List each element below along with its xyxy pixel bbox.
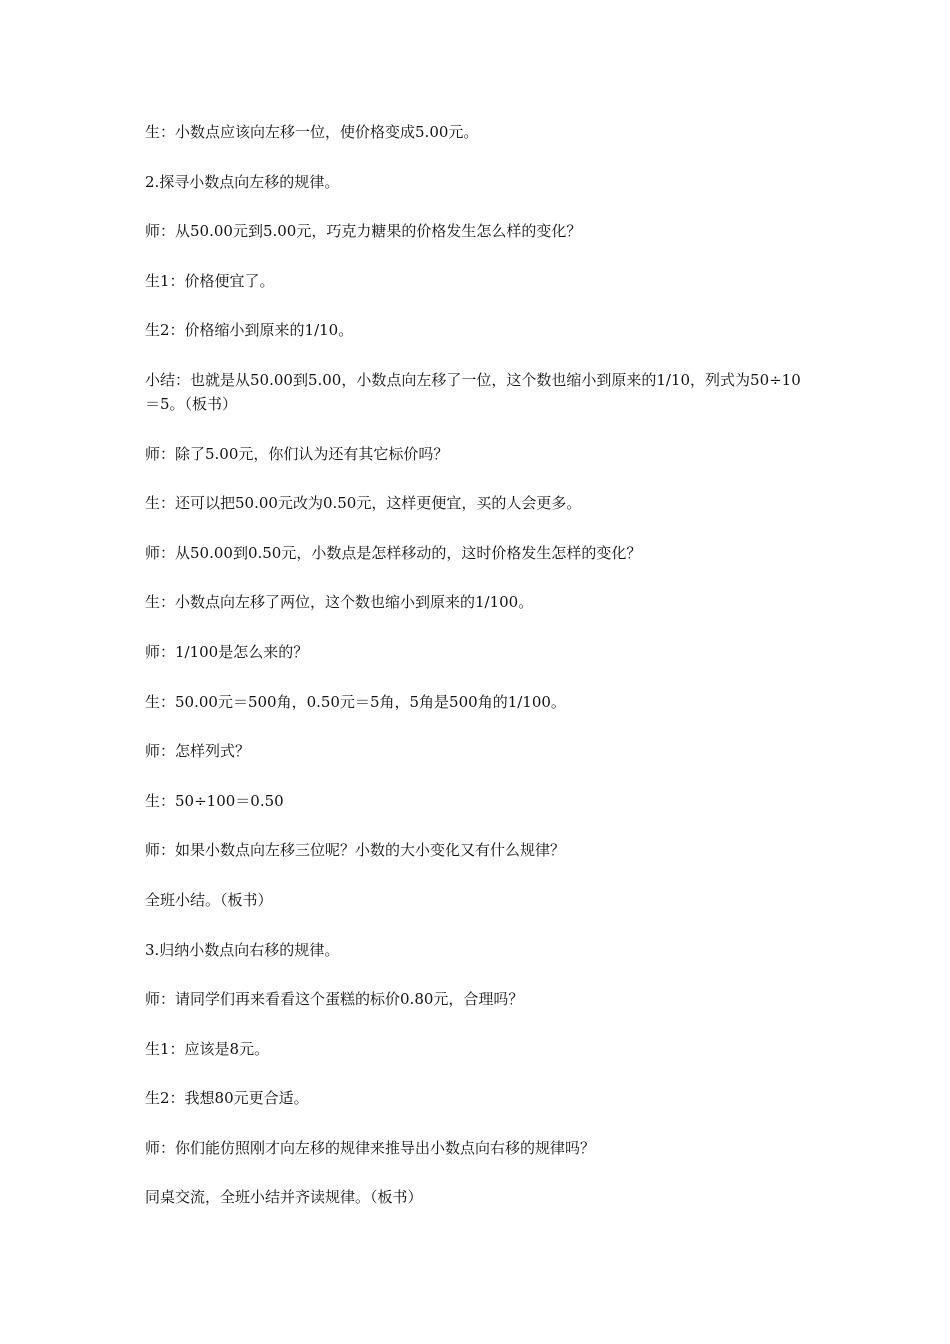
paragraph: 小结：也就是从50.00到5.00，小数点向左移了一位，这个数也缩小到原来的1/10，列式为50÷10＝5。（板书） xyxy=(145,370,801,413)
paragraph: 生2：我想80元更合适。 xyxy=(145,1089,309,1108)
paragraph: 生：50÷100＝0.50 xyxy=(145,791,284,810)
paragraph: 师：除了5.00元，你们认为还有其它标价吗？ xyxy=(145,444,449,463)
paragraph: 师：从50.00元到5.00元，巧克力糖果的价格发生怎么样的变化？ xyxy=(145,222,582,241)
section-heading: 2.探寻小数点向左移的规律。 xyxy=(145,172,340,191)
document-body xyxy=(145,120,815,1235)
paragraph: 师：怎样列式？ xyxy=(145,742,251,761)
paragraph: 生2：价格缩小到原来的1/10。 xyxy=(145,321,354,340)
paragraph: 师：1/100是怎么来的？ xyxy=(145,642,309,661)
section-heading: 3.归纳小数点向右移的规律。 xyxy=(145,940,340,959)
paragraph: 生：还可以把50.00元改为0.50元，这样更便宜，买的人会更多。 xyxy=(145,494,582,513)
paragraph: 生1：应该是8元。 xyxy=(145,1039,270,1058)
paragraph: 师：从50.00到0.50元，小数点是怎样移动的，这时价格发生怎样的变化？ xyxy=(145,543,642,562)
paragraph: 师：请同学们再来看看这个蛋糕的标价0.80元，合理吗？ xyxy=(145,990,524,1009)
paragraph: 师：你们能仿照刚才向左移的规律来推导出小数点向右移的规律吗？ xyxy=(145,1138,596,1157)
paragraph: 生：小数点向左移了两位，这个数也缩小到原来的1/100。 xyxy=(145,593,534,612)
paragraph: 生1：价格便宜了。 xyxy=(145,271,275,290)
paragraph: 同桌交流，全班小结并齐读规律。（板书） xyxy=(145,1188,423,1207)
paragraph: 全班小结。（板书） xyxy=(145,890,273,909)
paragraph: 生：小数点应该向左移一位，使价格变成5.00元。 xyxy=(145,123,479,141)
paragraph: 生：50.00元＝500角，0.50元＝5角，5角是500角的1/100。 xyxy=(145,692,566,711)
paragraph: 师：如果小数点向左移三位呢？小数的大小变化又有什么规律？ xyxy=(145,841,566,860)
